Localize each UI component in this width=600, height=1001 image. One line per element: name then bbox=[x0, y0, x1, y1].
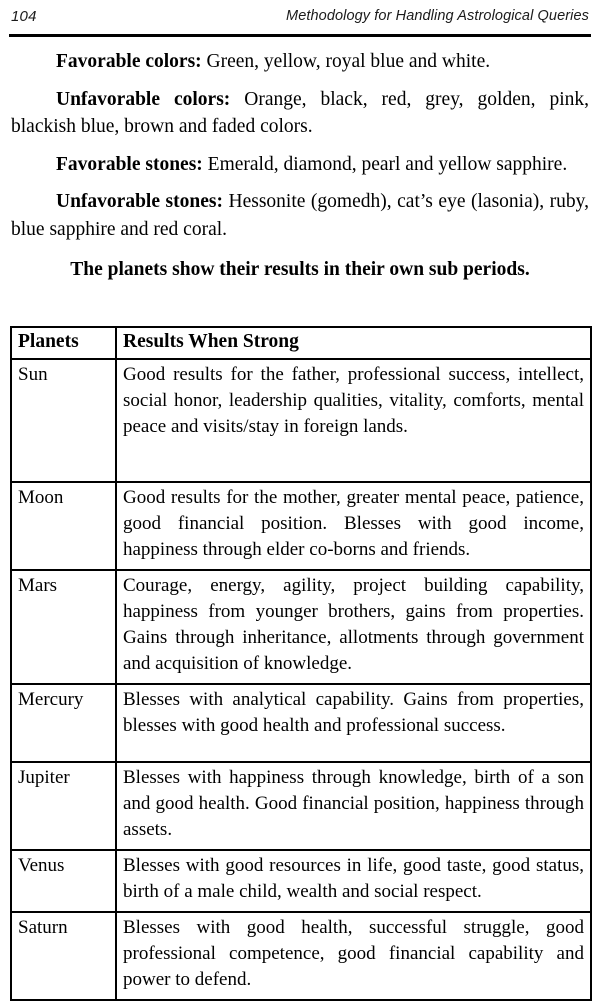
label-unfavorable-colors: Unfavorable colors: bbox=[56, 88, 231, 110]
label-favorable-colors: Favorable colors: bbox=[56, 51, 202, 72]
paragraph-unfavorable-colors bbox=[11, 86, 589, 141]
text-favorable-colors: Green, yellow, royal blue and white. bbox=[201, 51, 491, 72]
table-header-row bbox=[11, 327, 591, 359]
cell-planet-venus: Venus bbox=[11, 850, 116, 912]
table-row bbox=[11, 570, 591, 684]
table-row bbox=[11, 850, 591, 912]
label-unfavorable-stones: Unfavorable stones: bbox=[56, 191, 223, 212]
cell-planet-saturn: Saturn bbox=[11, 912, 116, 1000]
cell-planet-sun: Sun bbox=[11, 359, 116, 482]
text-unfavorable-colors: Orange, black, red, grey, golden, pink, blackish blue, brown and faded colors. bbox=[11, 88, 589, 137]
cell-planet-jupiter: Jupiter bbox=[11, 762, 116, 850]
section-heading: The planets show their results in their own sub periods. bbox=[70, 259, 530, 280]
cell-result-moon: Good results for the mother, greater mental peace, patience, good financial position. Blesses with good income, happiness through elder co-borns and friends. bbox=[116, 482, 591, 570]
table-row bbox=[11, 912, 591, 1000]
column-header-results: Results When Strong bbox=[116, 327, 591, 359]
table-row bbox=[11, 359, 591, 482]
cell-result-saturn: Blesses with good health, successful struggle, good professional competence, good financial capability and power to defend. bbox=[116, 912, 591, 1000]
cell-planet-moon: Moon bbox=[11, 482, 116, 570]
header-divider bbox=[9, 34, 591, 37]
body-text bbox=[11, 48, 589, 283]
cell-planet-mars: Mars bbox=[11, 570, 116, 684]
cell-result-jupiter: Blesses with happiness through knowledge, birth of a son and good health. Good financial position, happiness through assets. bbox=[116, 762, 591, 850]
text-unfavorable-stones: Hessonite (gomedh), cat’s eye (lasonia), ruby, blue sapphire and red coral. bbox=[11, 191, 589, 240]
running-title: Methodology for Handling Astrological Queries bbox=[286, 8, 589, 24]
planet-results-table bbox=[10, 326, 592, 1001]
cell-planet-mercury: Mercury bbox=[11, 684, 116, 762]
table-row bbox=[11, 482, 591, 570]
text-favorable-stones: Emerald, diamond, pearl and yellow sapphire. bbox=[202, 153, 568, 175]
paragraph-unfavorable-stones bbox=[11, 188, 589, 243]
paragraph-favorable-stones bbox=[11, 151, 589, 179]
running-header bbox=[11, 8, 589, 34]
cell-result-mercury: Blesses with analytical capability. Gains from properties, blesses with good health and professional success. bbox=[116, 684, 591, 762]
table-row bbox=[11, 684, 591, 762]
cell-result-sun: Good results for the father, professional success, intellect, social honor, leadership qualities, vitality, comforts, mental peace and visits/stay in foreign lands. bbox=[116, 359, 591, 482]
cell-result-mars: Courage, energy, agility, project building capability, happiness from younger brothers, gains from properties. Gains through inheritance, allotments through government and acquisition of knowledge. bbox=[116, 570, 591, 684]
cell-result-venus: Blesses with good resources in life, good taste, good status, birth of a male child, wealth and social respect. bbox=[116, 850, 591, 912]
column-header-planets: Planets bbox=[11, 327, 116, 359]
label-favorable-stones: Favorable stones: bbox=[56, 153, 203, 175]
table-row bbox=[11, 762, 591, 850]
page-number: 104 bbox=[11, 8, 37, 25]
paragraph-favorable-colors bbox=[11, 48, 589, 76]
